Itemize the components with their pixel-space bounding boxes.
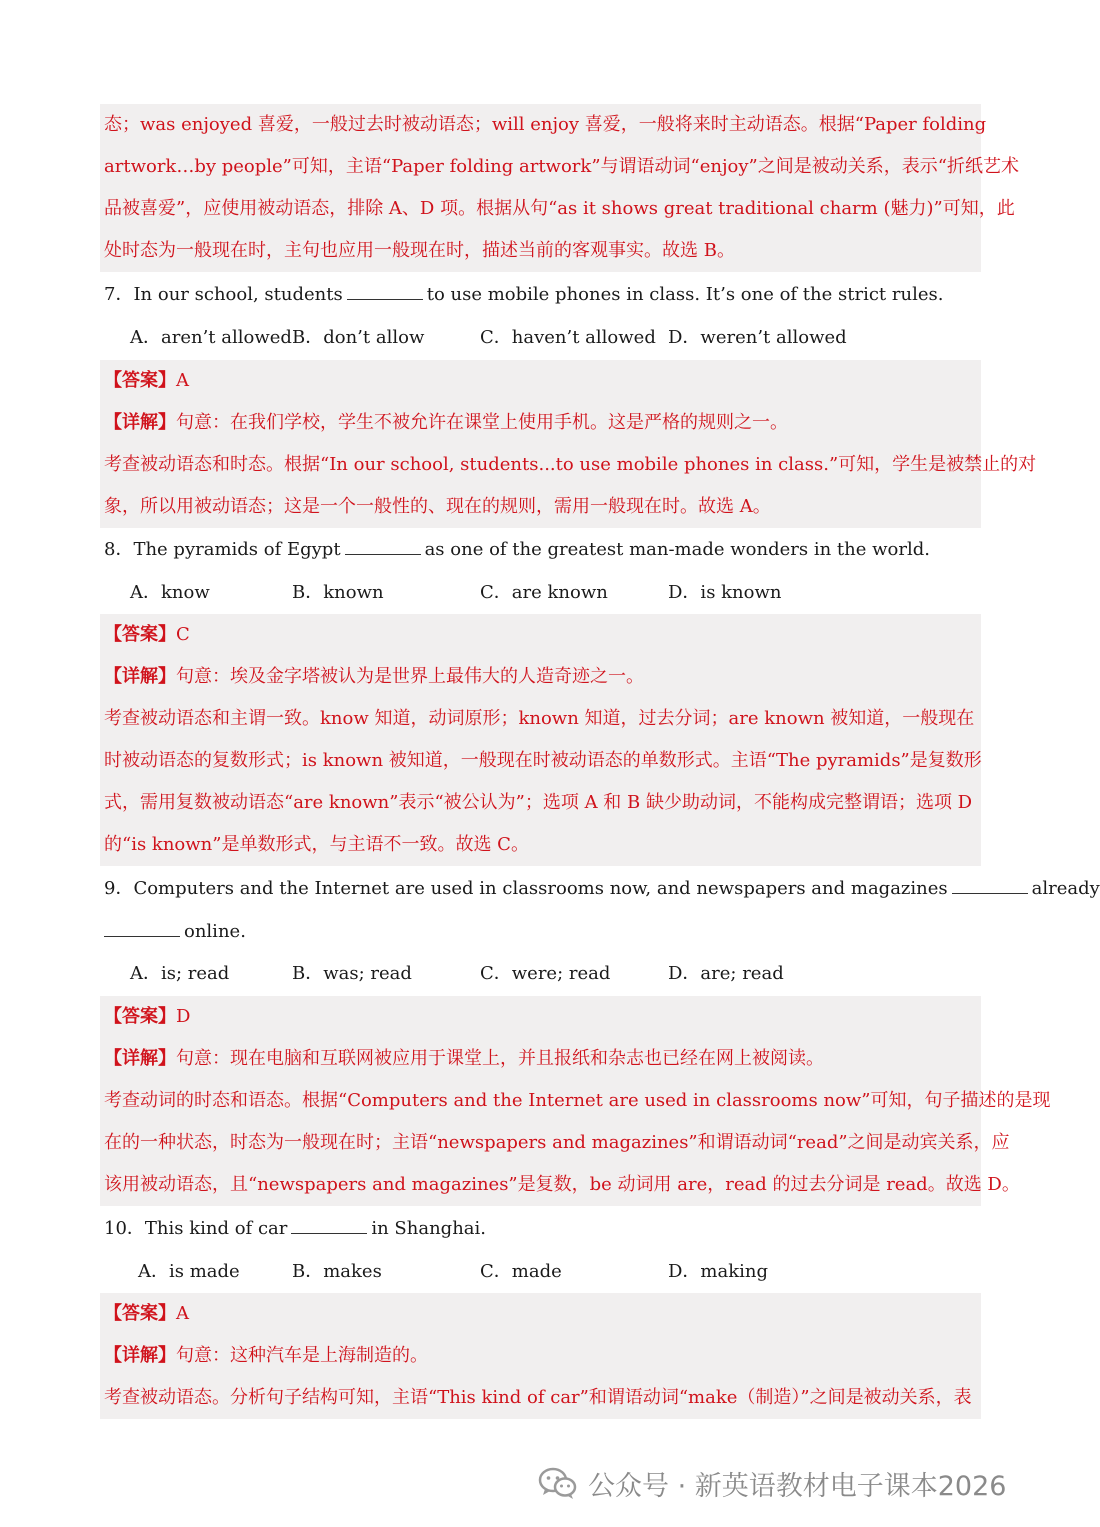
stem-text: as one of the greatest man-made wonders in the world. [424, 539, 930, 560]
detail-tag: 【详解】 [104, 666, 176, 687]
option-d: D．making [668, 1261, 769, 1282]
stem-text: 10．This kind of car [104, 1218, 288, 1239]
option-d: D．weren’t allowed [668, 327, 847, 348]
question-9-stem-line2 [104, 911, 980, 953]
detail-line: 该用被动语态，且“newspapers and magazines”是复数，be 动词用 are，read 的过去分词是 read。故选 D。 [104, 1174, 1020, 1195]
stem-text: 7．In our school, students [104, 284, 343, 305]
option-c: C．made [480, 1261, 562, 1282]
detail-line: 考查被动语态。分析句子结构可知，主语“This kind of car”和谓语动词“make（制造）”之间是被动关系，表 [104, 1387, 972, 1408]
stem-text: in Shanghai. [371, 1218, 487, 1239]
option-b: B．known [292, 582, 384, 603]
option-b: B．makes [292, 1261, 382, 1282]
detail-line [104, 402, 980, 444]
option-a: A．aren’t allowed [130, 327, 292, 348]
detail-text: 句意：在我们学校，学生不被允许在课堂上使用手机。这是严格的规则之一。 [176, 412, 788, 433]
question-7-stem [104, 274, 980, 316]
question-8-stem [104, 529, 980, 571]
detail-text: 句意：埃及金字塔被认为是世界上最伟大的人造奇迹之一。 [176, 666, 644, 687]
option-a: A．is; read [130, 963, 230, 984]
option-d: D．are; read [668, 963, 784, 984]
detail-tag: 【详解】 [104, 1048, 176, 1069]
detail-line [104, 1038, 980, 1080]
prev-explanation-line: 态；was enjoyed 喜爱，一般过去时被动语态；will enjoy 喜爱，一般将来时主动语态。根据“Paper folding [104, 114, 987, 135]
answer-blank [104, 918, 180, 937]
answer-tag: 【答案】 [104, 1006, 176, 1027]
wechat-icon [538, 1466, 578, 1500]
answer-tag: 【答案】 [104, 370, 176, 391]
detail-line: 考查被动语态和时态。根据“In our school, students...to use mobile phones in class.”可知，学生是被禁止的对 [104, 454, 1037, 475]
answer-line [104, 1293, 980, 1335]
detail-line: 考查动词的时态和语态。根据“Computers and the Internet are used in classrooms now”可知，句子描述的是现 [104, 1090, 1051, 1111]
detail-line: 象，所以用被动语态；这是一个一般性的、现在的规则，需用一般现在时。故选 A。 [104, 496, 771, 517]
detail-text: 句意：现在电脑和互联网被应用于课堂上，并且报纸和杂志也已经在网上被阅读。 [176, 1048, 824, 1069]
stem-text: 8．The pyramids of Egypt [104, 539, 341, 560]
option-c: C．were; read [480, 963, 611, 984]
answer-line [104, 996, 980, 1038]
answer-value: A [176, 1303, 189, 1324]
detail-line: 的“is known”是单数形式，与主语不一致。故选 C。 [104, 834, 529, 855]
option-d: D．is known [668, 582, 782, 603]
option-b: B．don’t allow [292, 327, 425, 348]
option-b: B．was; read [292, 963, 412, 984]
answer-value: A [176, 370, 189, 391]
stem-text: already [1031, 878, 1100, 899]
detail-tag: 【详解】 [104, 1345, 176, 1366]
detail-line: 式，需用复数被动语态“are known”表示“被公认为”；选项 A 和 B 缺少助动词，不能构成完整谓语；选项 D [104, 792, 973, 813]
detail-line: 在的一种状态，时态为一般现在时；主语“newspapers and magazines”和谓语动词“read”之间是动宾关系，应 [104, 1132, 1010, 1153]
stem-text: 9．Computers and the Internet are used in classrooms now, and newspapers and magazines [104, 878, 948, 899]
option-c: C．haven’t allowed [480, 327, 656, 348]
question-10-stem [104, 1208, 980, 1250]
stem-text: online. [184, 921, 246, 942]
answer-blank [347, 281, 423, 300]
answer-blank [291, 1215, 367, 1234]
detail-line [104, 1335, 980, 1377]
detail-line: 时被动语态的复数形式；is known 被知道，一般现在时被动语态的单数形式。主语“The pyramids”是复数形 [104, 750, 982, 771]
detail-tag: 【详解】 [104, 412, 176, 433]
answer-line [104, 614, 980, 656]
detail-line [104, 656, 980, 698]
answer-value: C [176, 624, 190, 645]
detail-line: 考查被动语态和主谓一致。know 知道，动词原形；known 知道，过去分词；are known 被知道，一般现在 [104, 708, 975, 729]
answer-blank [952, 875, 1028, 894]
prev-explanation-line: artwork…by people”可知，主语“Paper folding artwork”与谓语动词“enjoy”之间是被动关系，表示“折纸艺术 [104, 156, 1019, 177]
prev-explanation-line: 处时态为一般现在时，主句也应用一般现在时，描述当前的客观事实。故选 B。 [104, 240, 735, 261]
answer-tag: 【答案】 [104, 624, 176, 645]
watermark [538, 1458, 1006, 1508]
detail-text: 句意：这种汽车是上海制造的。 [176, 1345, 428, 1366]
answer-blank [345, 536, 421, 555]
option-c: C．are known [480, 582, 608, 603]
answer-value: D [176, 1006, 191, 1027]
question-9-stem [104, 868, 1100, 910]
option-a: A．know [130, 582, 210, 603]
answer-line [104, 360, 980, 402]
watermark-text: 公众号 · 新英语教材电子课本2026 [588, 1470, 1007, 1502]
answer-tag: 【答案】 [104, 1303, 176, 1324]
stem-text: to use mobile phones in class. It’s one of the strict rules. [426, 284, 944, 305]
prev-explanation-line: 品被喜爱”，应使用被动语态，排除 A、D 项。根据从句“as it shows great traditional charm (魅力)”可知，此 [104, 198, 1015, 219]
option-a: A．is made [138, 1261, 240, 1282]
